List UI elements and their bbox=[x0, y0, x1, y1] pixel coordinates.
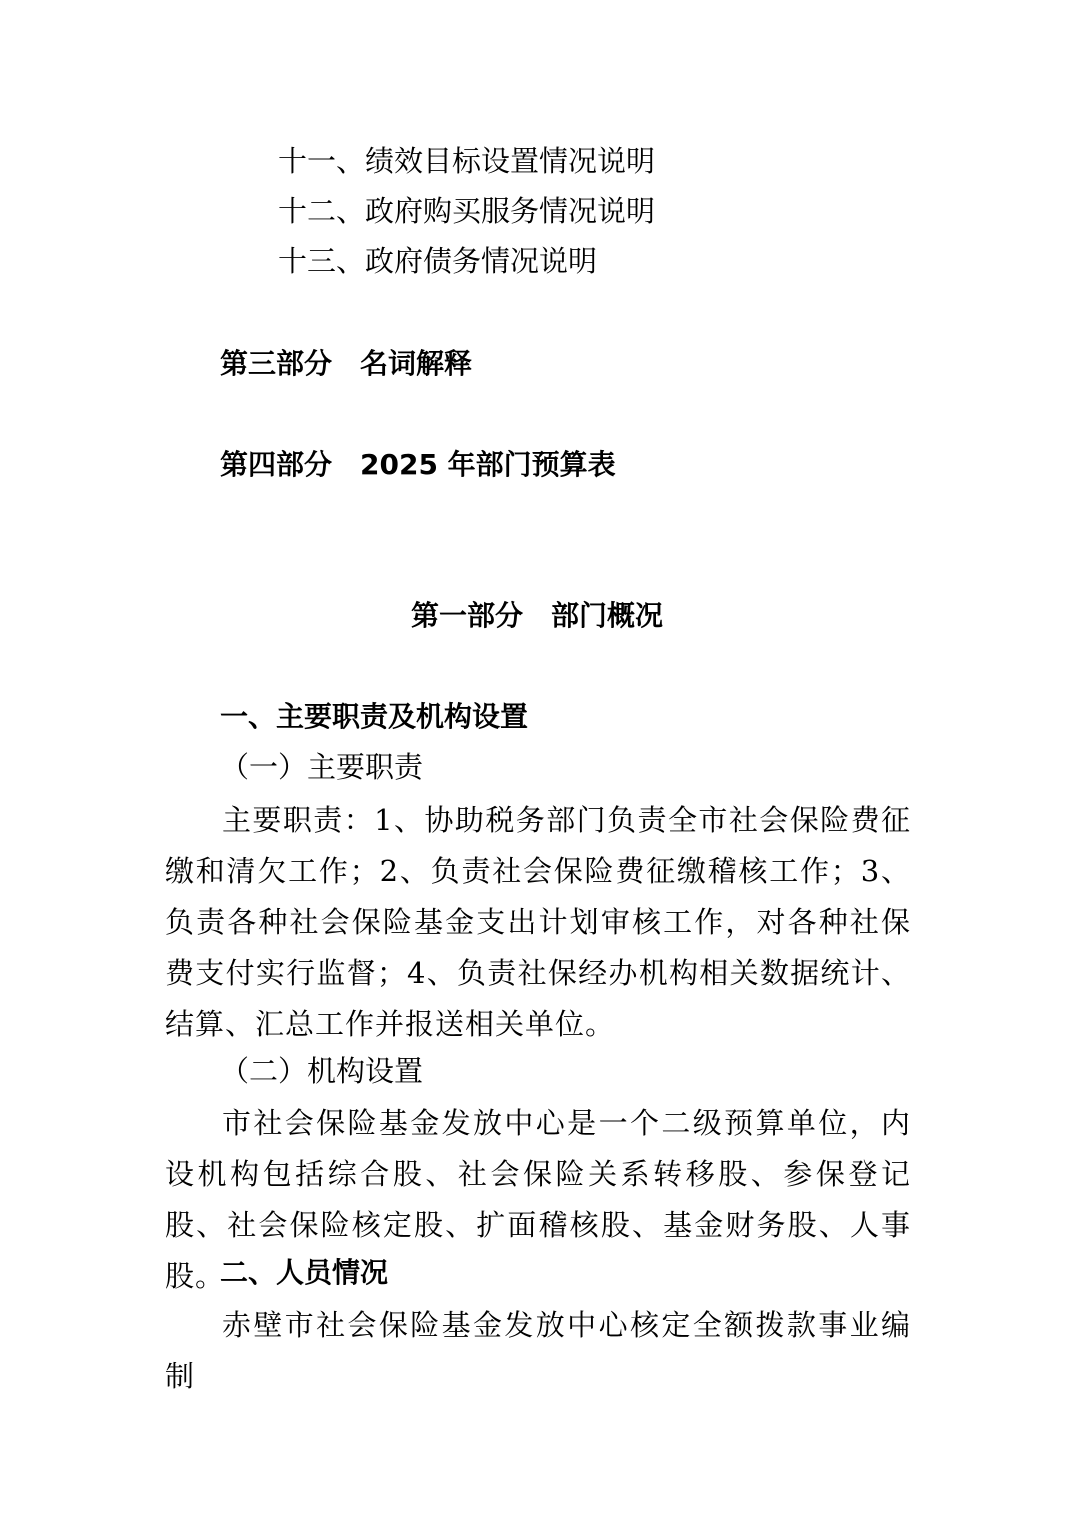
organization-paragraph: 市社会保险基金发放中心是一个二级预算单位，内设机构包括综合股、社会保险关系转移股、参保登记股、社会保险核定股、扩面稽核股、基金财务股、人事股。 bbox=[165, 1106, 911, 1293]
subsection-heading-organization: （二）机构设置 bbox=[220, 1054, 424, 1088]
section-heading-personnel: 二、人员情况 bbox=[220, 1256, 389, 1289]
toc-part-3: 第三部分 名词解释 bbox=[220, 347, 473, 380]
toc-item-12: 十二、政府购买服务情况说明 bbox=[278, 194, 656, 228]
personnel-paragraph: 赤壁市社会保险基金发放中心核定全额拨款事业编制 bbox=[165, 1308, 911, 1393]
part-title: 第一部分 部门概况 bbox=[410, 599, 663, 632]
subsection-heading-duties: （一）主要职责 bbox=[220, 750, 424, 784]
toc-part-4: 第四部分 2025 年部门预算表 bbox=[220, 448, 616, 481]
toc-item-13: 十三、政府债务情况说明 bbox=[278, 244, 598, 278]
section-heading-duties: 一、主要职责及机构设置 bbox=[220, 700, 529, 733]
toc-item-11: 十一、绩效目标设置情况说明 bbox=[278, 144, 656, 178]
duties-paragraph: 主要职责：1、协助税务部门负责全市社会保险费征缴和清欠工作；2、负责社会保险费征缴稽核工作；3、负责各种社会保险基金支出计划审核工作，对各种社保费支付实行监督；4、负责社保经办机构相关数据统计、结算、汇总工作并报送相关单位。 bbox=[165, 803, 911, 1041]
